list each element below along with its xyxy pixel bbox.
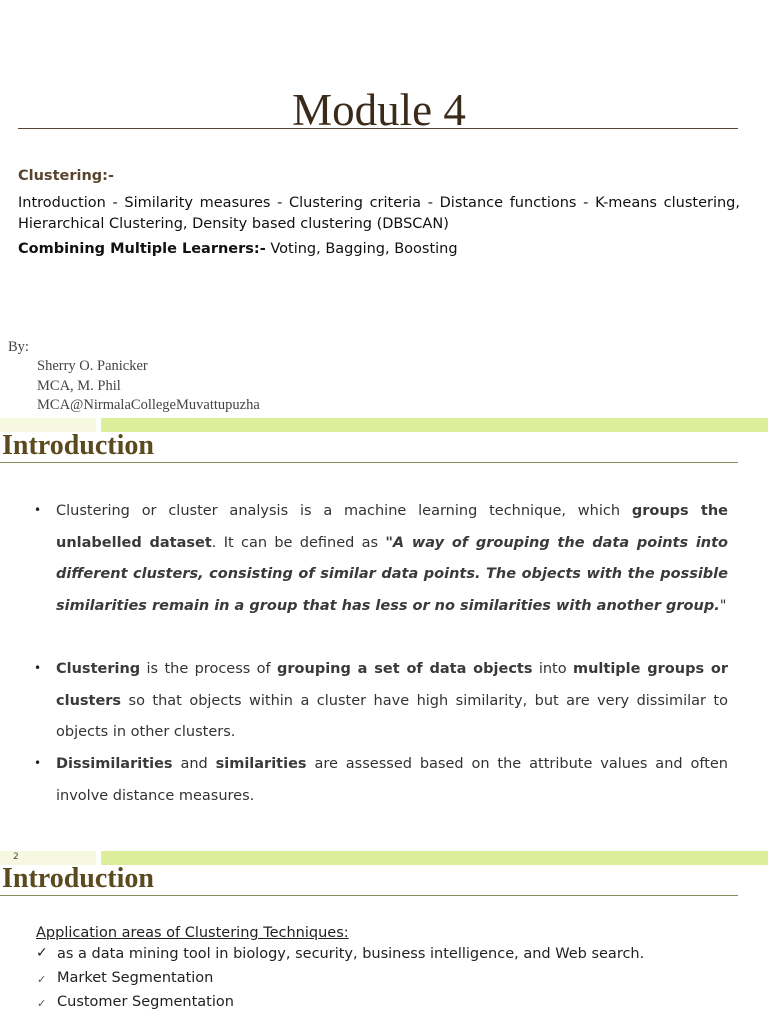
title-divider [18, 128, 738, 129]
checkmark-icon: ✓ [36, 945, 48, 961]
header-bar [101, 418, 768, 432]
bullet-similarities: Dissimilarities and similarities are assessed based on the attribute values and often involve distance measures. [56, 756, 728, 804]
bullet-icon: • [34, 503, 42, 517]
section-divider [0, 895, 738, 896]
author-name: Sherry O. Panicker [37, 358, 148, 374]
clustering-heading: Clustering:- [18, 168, 114, 184]
section-divider [0, 462, 738, 463]
clustering-topics: Introduction - Similarity measures - Clustering criteria - Distance functions - K-means clustering, Hierarchical Clustering, Density based clustering (DBSCAN) [18, 195, 740, 232]
bullet-definition: Clustering or cluster analysis is a machine learning technique, which groups the unlabelled dataset. It can be defined as "A way of grouping the data points into different clusters, consisting of similar data points. The objects with the possible similarities remain in a group that has less or no similarities with another group." [56, 503, 729, 614]
checkmark-icon: ✓ [37, 997, 47, 1010]
application-item: as a data mining tool in biology, security, business intelligence, and Web search. [57, 946, 645, 962]
application-areas-heading: Application areas of Clustering Techniques: [36, 925, 349, 941]
slide-number: 2 [13, 852, 19, 862]
application-item: Market Segmentation [57, 970, 214, 986]
author-degree: MCA, M. Phil [37, 378, 121, 394]
section-title: Introduction [2, 863, 154, 894]
application-item: Customer Segmentation [57, 994, 234, 1010]
by-label: By: [8, 339, 29, 355]
combining-learners-line [18, 241, 458, 257]
section-title: Introduction [2, 430, 154, 461]
checkmark-icon: ✓ [37, 973, 47, 986]
bullet-icon: • [34, 756, 42, 770]
combining-label: Combining Multiple Learners:- [18, 241, 266, 257]
bullet-clustering-process: Clustering is the process of grouping a set of data objects into multiple groups or clusters so that objects within a cluster have high similarity, but are very dissimilar to objects in other clusters. [56, 661, 728, 740]
author-affiliation: MCA@NirmalaCollegeMuvattupuzha [37, 397, 260, 413]
header-bar [101, 851, 768, 865]
combining-text: Voting, Bagging, Boosting [265, 241, 458, 257]
module-title: Module 4 [292, 85, 466, 135]
bullet-icon: • [34, 661, 42, 675]
